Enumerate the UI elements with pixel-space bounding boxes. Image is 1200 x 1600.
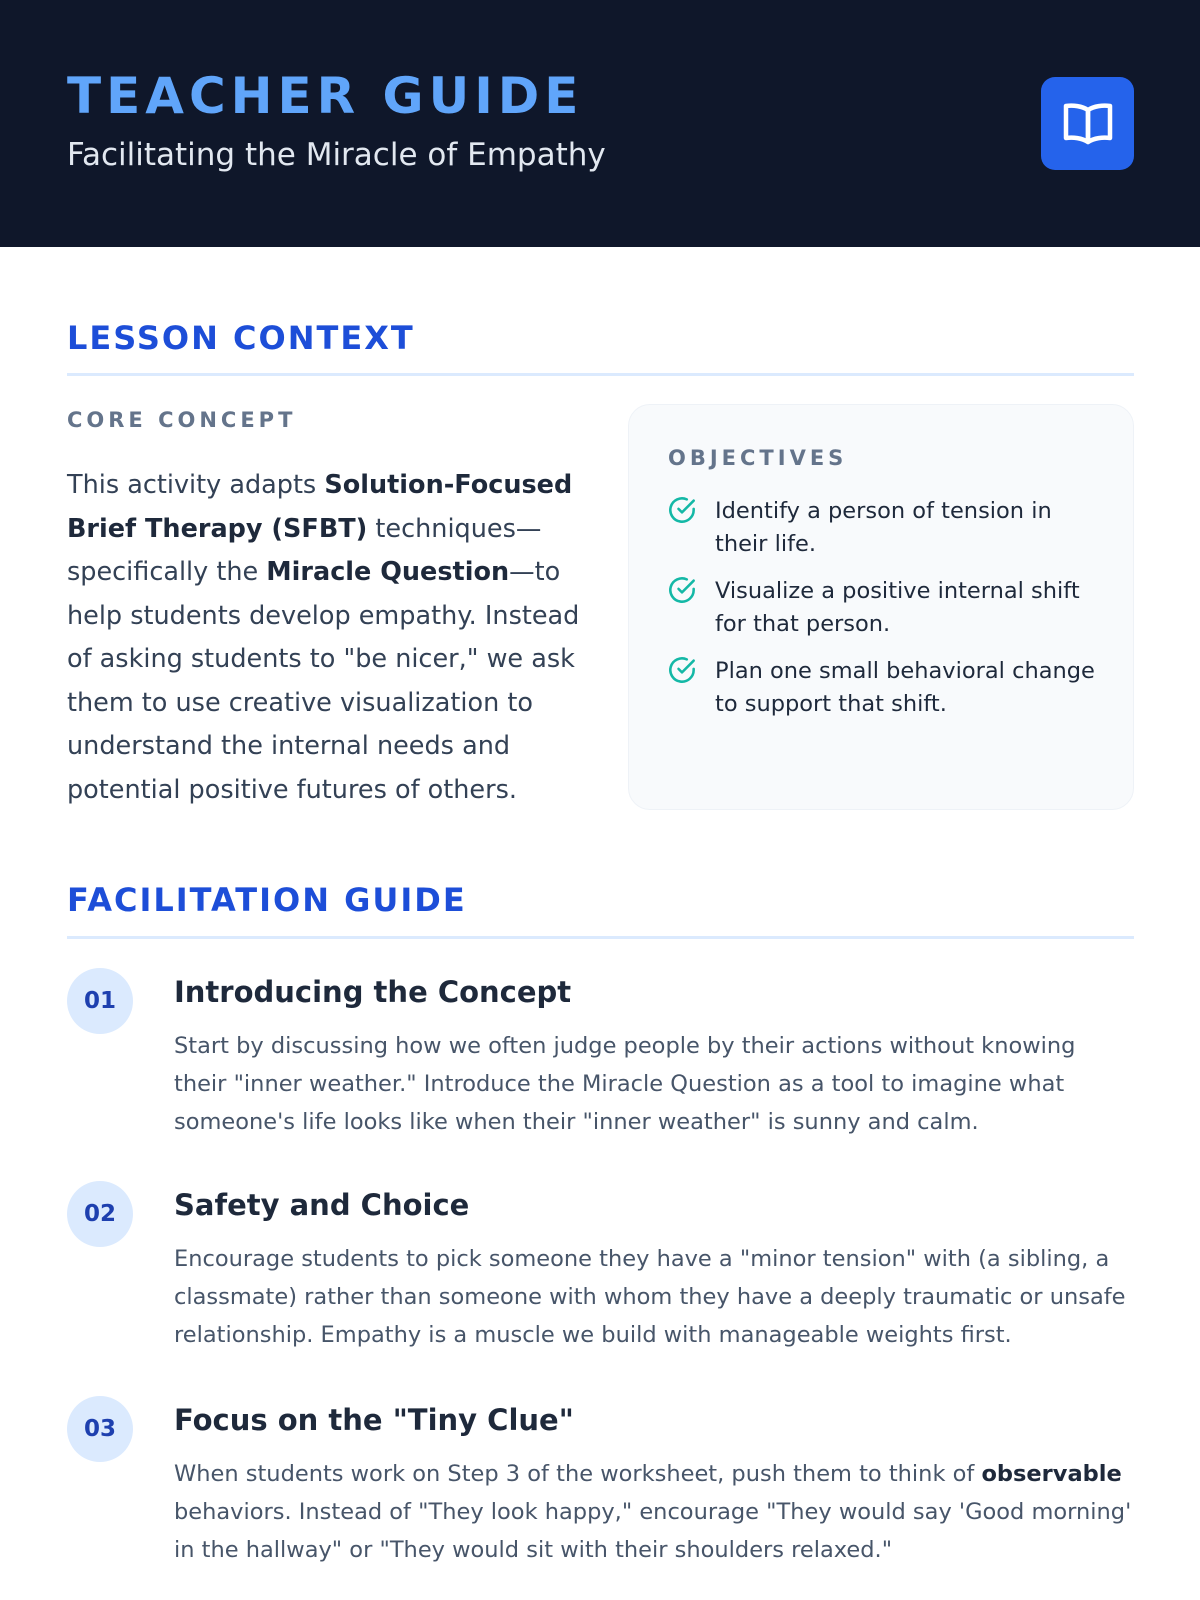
- page-title: TEACHER GUIDE: [67, 67, 584, 125]
- step-body: Start by discussing how we often judge people by their actions without knowing their "inner weather." Introduce the Miracle Question as a tool to imagine what someone's life looks like when their "inner weather" is sunny and calm.: [174, 1033, 1076, 1135]
- step-number-badge: 01: [67, 968, 133, 1034]
- objective-item: [668, 655, 1108, 721]
- step-body: Encourage students to pick someone they have a "minor tension" with (a sibling, a classmate) rather than someone with whom they have a deeply traumatic or unsafe relationship. Empathy is a muscle we build with manageable weights first.: [174, 1246, 1126, 1348]
- step-title: Focus on the "Tiny Clue": [174, 1403, 574, 1437]
- check-circle-icon: [668, 496, 696, 524]
- book-open-icon: [1041, 77, 1134, 170]
- check-circle-icon: [668, 656, 696, 684]
- step-body: When students work on Step 3 of the worksheet, push them to think of observable behaviors. Instead of "They look happy," encourage "They would say 'Good morning' in the hallway" or "They would sit with their shoulders relaxed.": [174, 1461, 1132, 1563]
- objective-text: Plan one small behavioral change to support that shift.: [715, 658, 1095, 717]
- step-title: Introducing the Concept: [174, 975, 572, 1009]
- objectives-card: [628, 404, 1134, 810]
- core-concept-label: CORE CONCEPT: [67, 408, 297, 432]
- core-concept-bold-miracle: Miracle Question: [266, 557, 510, 587]
- objectives-label: OBJECTIVES: [668, 446, 848, 470]
- step-title: Safety and Choice: [174, 1188, 470, 1222]
- facilitation-guide-heading: FACILITATION GUIDE: [67, 881, 467, 919]
- objective-text: Visualize a positive internal shift for that person.: [715, 578, 1080, 637]
- page-subtitle: Facilitating the Miracle of Empathy: [67, 137, 606, 173]
- section-divider: [67, 373, 1134, 376]
- step-number-badge: 03: [67, 1396, 133, 1462]
- core-concept-bold-sfbt: Solution-Focused Brief Therapy (SFBT): [67, 470, 573, 544]
- objective-item: [668, 575, 1108, 641]
- objective-text: Identify a person of tension in their life.: [715, 498, 1052, 557]
- core-concept-text: This activity adapts Solution-Focused Brief Therapy (SFBT) techniques—specifically the Miracle Question—to help students develop empathy. Instead of asking students to "be nicer," we ask them to use creative visualization to understand the internal needs and potential positive futures of others.: [67, 470, 580, 805]
- page-header: [0, 0, 1200, 247]
- objective-item: [668, 495, 1108, 561]
- step-body-bold-observable: observable: [981, 1461, 1122, 1487]
- section-divider: [67, 936, 1134, 939]
- step-number-badge: 02: [67, 1181, 133, 1247]
- lesson-context-heading: LESSON CONTEXT: [67, 319, 415, 357]
- check-circle-icon: [668, 576, 696, 604]
